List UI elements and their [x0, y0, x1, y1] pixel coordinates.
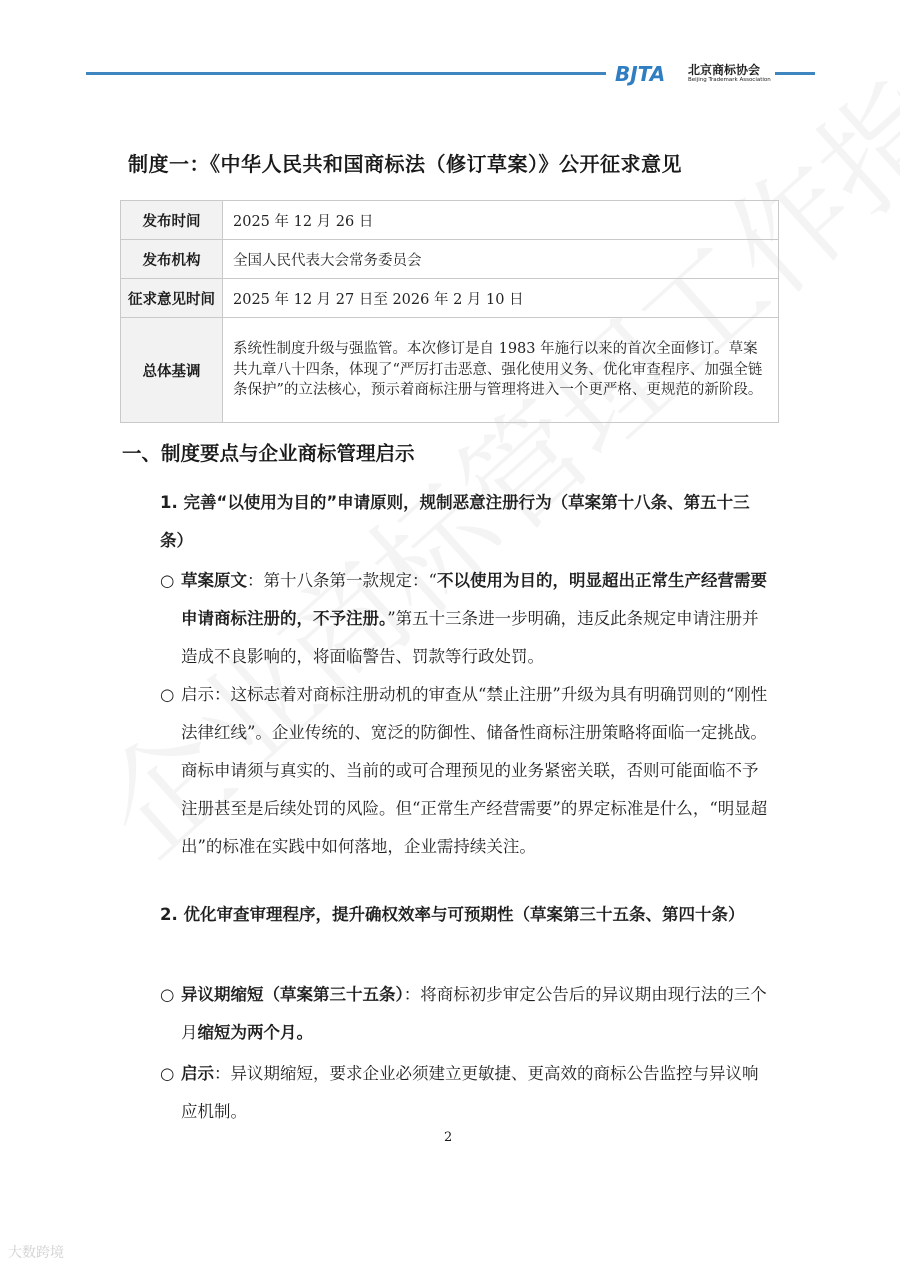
page-number: 2: [444, 1130, 453, 1145]
label-original: 草案原文: [181, 571, 247, 590]
bullet-icon: ○: [160, 685, 175, 704]
info-table: [120, 200, 779, 423]
page-title: 制度一：《中华人民共和国商标法（修订草案）》公开征求意见: [128, 152, 682, 176]
row-key: 发布时间: [121, 201, 223, 240]
row-key: 征求意见时间: [121, 279, 223, 318]
item2-paragraph-objection: [160, 976, 772, 1052]
text: 启示：这标志着对商标注册动机的审查从“禁止注册”升级为具有明确罚则的“刚性法律红线”。企业传统的、宽泛的防御性、储备性商标注册策略将面临一定挑战。商标申请须与真实的、当前的或可合理预见的业务紧密关联，否则可能面临不予注册甚至是后续处罚的风险。但“正常生产经营需要”的界定标准是什么，“明显超出”的标准在实践中如何落地，企业需持续关注。: [181, 685, 768, 856]
text: ：第十八条第一款规定：“: [247, 571, 437, 590]
item2-heading: [160, 896, 772, 934]
text: ”第五十三条进一步明确，违反此条规定申请注册并造成不良影响的，将面临警告、罚款等行政处罚。: [181, 609, 759, 666]
item1-heading-text: 1. 完善“以使用为目的”申请原则，规制恶意注册行为（草案第十八条、第五十三条）: [160, 493, 750, 550]
bullet-icon: ○: [160, 1064, 175, 1083]
item2-heading-text: 2. 优化审查审理程序，提升确权效率与可预期性（草案第三十五条、第四十条）: [160, 905, 745, 924]
text: ：将商标初步审定公告后的异议期由现行法的三个月: [181, 985, 767, 1042]
label-objection: 异议期缩短（草案第三十五条）: [181, 985, 404, 1004]
row-value: 2025 年 12 月 26 日: [223, 201, 779, 240]
text: ：异议期缩短，要求企业必须建立更敏捷、更高效的商标公告监控与异议响应机制。: [181, 1064, 759, 1121]
quoted-provision: 不以使用为目的，明显超出正常生产经营需要申请商标注册的，不予注册。: [181, 571, 767, 628]
row-key: 发布机构: [121, 240, 223, 279]
table-row: [121, 318, 779, 423]
table-row: [121, 201, 779, 240]
label-insight: 启示: [181, 1064, 214, 1083]
row-value: 系统性制度升级与强监管。本次修订是自 1983 年施行以来的首次全面修订。草案共九章八十四条，体现了“严厉打击恶意、强化使用义务、优化审查程序、加强全链条保护”的立法核心，预示着商标注册与管理将进入一个更严格、更规范的新阶段。: [223, 318, 779, 423]
row-value: 2025 年 12 月 27 日至 2026 年 2 月 10 日: [223, 279, 779, 318]
table-row: [121, 279, 779, 318]
footer-brand: 大数跨境: [8, 1245, 64, 1261]
item1-heading: [160, 484, 772, 560]
item1-paragraph-insight: [160, 676, 772, 866]
logo-name-en: Beijing Trademark Association: [688, 77, 771, 83]
shortened-period: 缩短为两个月。: [197, 1023, 313, 1042]
table-row: [121, 240, 779, 279]
logo-name-cn: 北京商标协会: [688, 63, 761, 77]
item2-paragraph-insight: [160, 1055, 772, 1131]
section-heading: 一、制度要点与企业商标管理启示: [122, 442, 415, 465]
bjta-logo: [615, 60, 775, 90]
row-value: 全国人民代表大会常务委员会: [223, 240, 779, 279]
logo-mark: BJTA: [615, 62, 666, 86]
bullet-icon: ○: [160, 571, 175, 590]
header-rule-left: [86, 72, 606, 75]
header-rule-right: [775, 72, 815, 75]
bullet-icon: ○: [160, 985, 175, 1004]
row-key: 总体基调: [121, 318, 223, 423]
item1-paragraph-original: [160, 562, 772, 676]
